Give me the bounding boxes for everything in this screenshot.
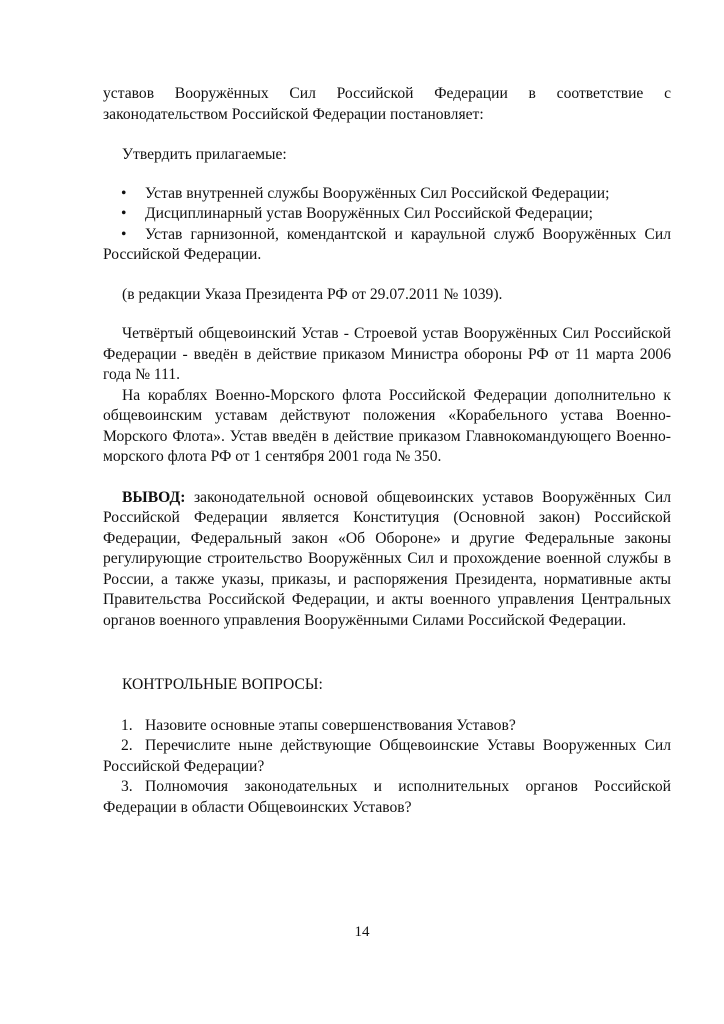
list-item <box>103 225 671 266</box>
question-text: Полномочия законодательных и исполнительных органов Российской Федерации в области Общевоинских Уставов? <box>103 778 671 816</box>
question-number: 1. <box>121 716 133 734</box>
list-item <box>103 736 671 777</box>
list-item-text: Дисциплинарный устав Вооружённых Сил Российской Федерации; <box>145 205 593 222</box>
navy-statute-paragraph: На кораблях Военно-Морского флота Российской Федерации дополнительно к общевоинским уставам действуют положения «Корабельного устава Военно-Морского Флота». Устав введён в действие приказом Главнокомандующего Военно-морского флота РФ от 1 сентября 2001 года № 350. <box>103 386 671 465</box>
page-number: 14 <box>354 924 370 940</box>
bullet-icon: • <box>121 184 127 202</box>
list-item <box>103 184 671 205</box>
bullet-icon: • <box>121 205 127 222</box>
list-item <box>103 204 671 225</box>
list-item-text: Устав гарнизонной, комендантской и караульной служб Вооружённых Сил Российской Федерации. <box>103 225 671 263</box>
bullet-icon: • <box>121 225 127 243</box>
list-item-text: Устав внутренней службы Вооружённых Сил Российской Федерации; <box>145 184 610 202</box>
questions-heading: КОНТРОЛЬНЫЕ ВОПРОСЫ: <box>122 676 323 693</box>
question-text: Назовите основные этапы совершенствования Уставов? <box>145 716 516 734</box>
intro-paragraph: уставов Вооружённых Сил Российской Федерации в соответствие с законодательством Российской Федерации постановляет: <box>103 85 671 123</box>
approve-paragraph: Утвердить прилагаемые: <box>122 146 287 163</box>
document-page <box>103 84 671 818</box>
question-number: 2. <box>121 737 133 754</box>
drill-statute-paragraph: Четвёртый общевоинский Устав - Строевой устав Вооружённых Сил Российской Федерации - введён в действие приказом Министра обороны РФ от 11 марта 2006 года № 111. <box>103 325 671 383</box>
questions-list <box>103 716 671 819</box>
list-item <box>103 716 671 737</box>
question-number: 3. <box>121 778 133 795</box>
conclusion-label: ВЫВОД: <box>122 488 186 506</box>
conclusion-text: законодательной основой общевоинских уставов Вооружённых Сил Российской Федерации является Конституция (Основной закон) Российской Федерации, Федеральный закон «Об Обороне» и другие Федеральные законы регулирующие строительство Вооружённых Сил и прохождение военной службы в России, а также указы, приказы, и распоряжения Президента, нормативные акты Правительства Российской Федерации, и акты военного управления Центральных органов военного управления Вооружёнными Силами Российской Федерации. <box>103 488 671 629</box>
conclusion-paragraph <box>103 488 671 632</box>
statutes-list <box>103 184 671 266</box>
edition-paragraph: (в редакции Указа Президента РФ от 29.07.2011 № 1039). <box>122 285 503 303</box>
question-text: Перечислите ныне действующие Общевоинские Уставы Вооруженных Сил Российской Федерации? <box>103 737 671 775</box>
list-item <box>103 777 671 818</box>
